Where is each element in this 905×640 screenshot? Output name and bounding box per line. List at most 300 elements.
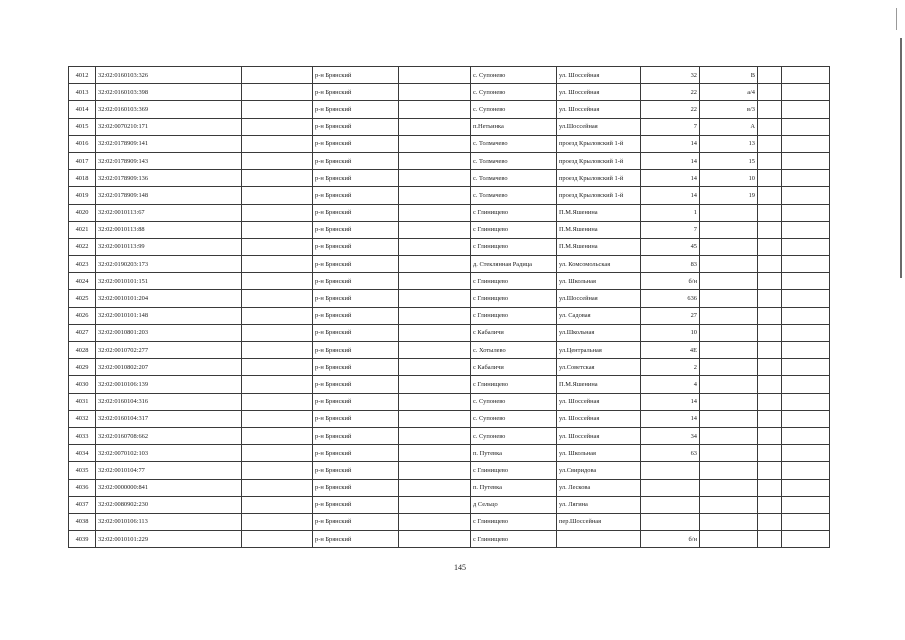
house-number-cell: 34 (641, 427, 700, 444)
street-cell: ул. Шоссейная (557, 410, 641, 427)
extra-cell (758, 170, 782, 187)
district-cell: р-н Брянский (313, 67, 399, 84)
blank-cell (399, 410, 471, 427)
building-suffix-cell (700, 479, 758, 496)
blank-cell (399, 187, 471, 204)
district-cell: р-н Брянский (313, 342, 399, 359)
table-row (69, 84, 830, 101)
settlement-cell: с. Супонево (471, 410, 557, 427)
cadastral-number: 32:02:0010113:88 (96, 221, 242, 238)
cadastral-number: 32:02:0010113:67 (96, 204, 242, 221)
settlement-cell: с. Хотылево (471, 342, 557, 359)
street-cell: П.М.Яшенина (557, 221, 641, 238)
table-row (69, 187, 830, 204)
table-row (69, 273, 830, 290)
cadastral-number: 32:02:0070102:103 (96, 445, 242, 462)
house-number-cell: 1 (641, 204, 700, 221)
building-suffix-cell: в/3 (700, 101, 758, 118)
settlement-cell: д. Стеклянная Радица (471, 256, 557, 273)
row-number: 4019 (69, 187, 96, 204)
settlement-cell: с Глинищево (471, 307, 557, 324)
extra-cell (758, 531, 782, 548)
building-suffix-cell (700, 307, 758, 324)
blank-cell (399, 445, 471, 462)
extra-cell (758, 307, 782, 324)
blank-cell (399, 152, 471, 169)
table-row (69, 342, 830, 359)
property-register-table (68, 66, 830, 548)
extra-cell (782, 393, 830, 410)
extra-cell (782, 152, 830, 169)
house-number-cell: 2 (641, 359, 700, 376)
blank-cell (399, 324, 471, 341)
house-number-cell: 14 (641, 152, 700, 169)
street-cell: ул.Советская (557, 359, 641, 376)
settlement-cell: с Глинищево (471, 462, 557, 479)
house-number-cell: 14 (641, 135, 700, 152)
house-number-cell: 22 (641, 101, 700, 118)
table-row (69, 359, 830, 376)
row-number: 4033 (69, 427, 96, 444)
house-number-cell: 636 (641, 290, 700, 307)
table-row (69, 221, 830, 238)
house-number-cell: 14 (641, 410, 700, 427)
settlement-cell: п. Путевка (471, 445, 557, 462)
cadastral-number: 32:02:0190203:173 (96, 256, 242, 273)
blank-cell (399, 359, 471, 376)
extra-cell (782, 342, 830, 359)
blank-cell (399, 101, 471, 118)
table-row (69, 445, 830, 462)
building-suffix-cell (700, 393, 758, 410)
building-suffix-cell (700, 376, 758, 393)
blank-cell (242, 256, 313, 273)
extra-cell (758, 479, 782, 496)
table-row (69, 479, 830, 496)
blank-cell (242, 462, 313, 479)
settlement-cell: п.Нетьинка (471, 118, 557, 135)
house-number-cell: 7 (641, 221, 700, 238)
settlement-cell: с. Толмачево (471, 187, 557, 204)
blank-cell (242, 376, 313, 393)
blank-cell (399, 256, 471, 273)
cadastral-number: 32:02:0178909:143 (96, 152, 242, 169)
row-number: 4024 (69, 273, 96, 290)
table-row (69, 462, 830, 479)
district-cell: р-н Брянский (313, 393, 399, 410)
extra-cell (782, 256, 830, 273)
street-cell: ул. Лягина (557, 496, 641, 513)
settlement-cell: с. Супонево (471, 67, 557, 84)
blank-cell (242, 187, 313, 204)
row-number: 4027 (69, 324, 96, 341)
building-suffix-cell: а/4 (700, 84, 758, 101)
row-number: 4028 (69, 342, 96, 359)
settlement-cell: д Сельцо (471, 496, 557, 513)
blank-cell (242, 359, 313, 376)
table-row (69, 204, 830, 221)
district-cell: р-н Брянский (313, 513, 399, 530)
cadastral-number: 32:02:0010101:204 (96, 290, 242, 307)
scan-edge-line (900, 38, 902, 278)
extra-cell (782, 187, 830, 204)
extra-cell (782, 531, 830, 548)
building-suffix-cell (700, 221, 758, 238)
street-cell: ул.Шоссейная (557, 118, 641, 135)
district-cell: р-н Брянский (313, 135, 399, 152)
building-suffix-cell (700, 290, 758, 307)
district-cell: р-н Брянский (313, 496, 399, 513)
blank-cell (399, 531, 471, 548)
cadastral-number: 32:02:0178909:148 (96, 187, 242, 204)
district-cell: р-н Брянский (313, 479, 399, 496)
building-suffix-cell (700, 462, 758, 479)
blank-cell (399, 273, 471, 290)
extra-cell (782, 238, 830, 255)
row-number: 4030 (69, 376, 96, 393)
blank-cell (242, 324, 313, 341)
row-number: 4035 (69, 462, 96, 479)
extra-cell (758, 256, 782, 273)
cadastral-number: 32:02:0070210:171 (96, 118, 242, 135)
extra-cell (758, 84, 782, 101)
district-cell: р-н Брянский (313, 427, 399, 444)
blank-cell (242, 101, 313, 118)
extra-cell (782, 221, 830, 238)
district-cell: р-н Брянский (313, 204, 399, 221)
blank-cell (242, 238, 313, 255)
blank-cell (242, 427, 313, 444)
house-number-cell: 83 (641, 256, 700, 273)
extra-cell (758, 135, 782, 152)
extra-cell (782, 462, 830, 479)
house-number-cell: 10 (641, 324, 700, 341)
table-row (69, 410, 830, 427)
extra-cell (758, 393, 782, 410)
extra-cell (782, 290, 830, 307)
blank-cell (242, 135, 313, 152)
building-suffix-cell (700, 256, 758, 273)
extra-cell (782, 479, 830, 496)
district-cell: р-н Брянский (313, 170, 399, 187)
extra-cell (782, 101, 830, 118)
extra-cell (758, 67, 782, 84)
blank-cell (242, 342, 313, 359)
blank-cell (242, 84, 313, 101)
blank-cell (399, 376, 471, 393)
row-number: 4038 (69, 513, 96, 530)
cadastral-number: 32:02:0178909:141 (96, 135, 242, 152)
row-number: 4015 (69, 118, 96, 135)
street-cell: проезд Крыловский 1-й (557, 187, 641, 204)
building-suffix-cell (700, 410, 758, 427)
extra-cell (782, 359, 830, 376)
extra-cell (758, 513, 782, 530)
blank-cell (399, 393, 471, 410)
street-cell: проезд Крыловский 1-й (557, 152, 641, 169)
row-number: 4036 (69, 479, 96, 496)
street-cell: П.М.Яшенина (557, 238, 641, 255)
extra-cell (782, 445, 830, 462)
district-cell: р-н Брянский (313, 410, 399, 427)
district-cell: р-н Брянский (313, 152, 399, 169)
blank-cell (399, 67, 471, 84)
blank-cell (399, 204, 471, 221)
blank-cell (242, 513, 313, 530)
district-cell: р-н Брянский (313, 221, 399, 238)
settlement-cell: с Глинищево (471, 238, 557, 255)
district-cell: р-н Брянский (313, 531, 399, 548)
blank-cell (242, 496, 313, 513)
scan-edge-mark (896, 8, 897, 30)
table-row (69, 170, 830, 187)
building-suffix-cell (700, 238, 758, 255)
settlement-cell: п. Путевка (471, 479, 557, 496)
blank-cell (399, 118, 471, 135)
cadastral-number: 32:02:0160103:398 (96, 84, 242, 101)
blank-cell (242, 531, 313, 548)
building-suffix-cell (700, 531, 758, 548)
row-number: 4029 (69, 359, 96, 376)
table-row (69, 307, 830, 324)
cadastral-number: 32:02:0010802:207 (96, 359, 242, 376)
blank-cell (242, 445, 313, 462)
row-number: 4022 (69, 238, 96, 255)
blank-cell (242, 152, 313, 169)
street-cell: ул.Центральная (557, 342, 641, 359)
district-cell: р-н Брянский (313, 273, 399, 290)
house-number-cell (641, 513, 700, 530)
street-cell: ул. Школьная (557, 273, 641, 290)
street-cell: П.М.Яшенина (557, 204, 641, 221)
row-number: 4025 (69, 290, 96, 307)
settlement-cell: с Глинищево (471, 221, 557, 238)
extra-cell (758, 324, 782, 341)
district-cell: р-н Брянский (313, 376, 399, 393)
extra-cell (758, 118, 782, 135)
district-cell: р-н Брянский (313, 359, 399, 376)
blank-cell (399, 496, 471, 513)
blank-cell (399, 84, 471, 101)
row-number: 4026 (69, 307, 96, 324)
extra-cell (758, 152, 782, 169)
extra-cell (758, 221, 782, 238)
street-cell: ул. Шоссейная (557, 101, 641, 118)
house-number-cell: 27 (641, 307, 700, 324)
blank-cell (242, 273, 313, 290)
extra-cell (758, 187, 782, 204)
settlement-cell: с Глинищево (471, 204, 557, 221)
row-number: 4023 (69, 256, 96, 273)
cadastral-number: 32:02:0010101:151 (96, 273, 242, 290)
district-cell: р-н Брянский (313, 84, 399, 101)
row-number: 4034 (69, 445, 96, 462)
extra-cell (782, 496, 830, 513)
blank-cell (242, 170, 313, 187)
row-number: 4037 (69, 496, 96, 513)
page-number: 145 (454, 563, 466, 572)
table-row (69, 496, 830, 513)
cadastral-number: 32:02:0160104:316 (96, 393, 242, 410)
settlement-cell: с Глинищево (471, 376, 557, 393)
street-cell: ул. Шоссейная (557, 84, 641, 101)
building-suffix-cell (700, 427, 758, 444)
row-number: 4017 (69, 152, 96, 169)
extra-cell (782, 118, 830, 135)
extra-cell (782, 170, 830, 187)
blank-cell (399, 513, 471, 530)
extra-cell (758, 342, 782, 359)
blank-cell (399, 479, 471, 496)
building-suffix-cell (700, 273, 758, 290)
extra-cell (782, 273, 830, 290)
extra-cell (782, 376, 830, 393)
street-cell: ул. Лескова (557, 479, 641, 496)
cadastral-number: 32:02:0010113:99 (96, 238, 242, 255)
table-row (69, 101, 830, 118)
house-number-cell: б/н (641, 273, 700, 290)
blank-cell (399, 221, 471, 238)
extra-cell (782, 84, 830, 101)
district-cell: р-н Брянский (313, 445, 399, 462)
table-row (69, 290, 830, 307)
extra-cell (758, 427, 782, 444)
district-cell: р-н Брянский (313, 256, 399, 273)
building-suffix-cell (700, 359, 758, 376)
extra-cell (758, 101, 782, 118)
house-number-cell: 14 (641, 170, 700, 187)
building-suffix-cell (700, 445, 758, 462)
table-row (69, 324, 830, 341)
extra-cell (758, 204, 782, 221)
table-row (69, 376, 830, 393)
table-row (69, 427, 830, 444)
district-cell: р-н Брянский (313, 101, 399, 118)
settlement-cell: с Кабаличи (471, 324, 557, 341)
building-suffix-cell (700, 496, 758, 513)
table-row (69, 531, 830, 548)
table-row (69, 135, 830, 152)
settlement-cell: с. Толмачево (471, 135, 557, 152)
table-row (69, 393, 830, 410)
district-cell: р-н Брянский (313, 290, 399, 307)
row-number: 4021 (69, 221, 96, 238)
table-row (69, 513, 830, 530)
blank-cell (399, 238, 471, 255)
house-number-cell: 14 (641, 393, 700, 410)
extra-cell (782, 410, 830, 427)
row-number: 4039 (69, 531, 96, 548)
cadastral-number: 32:02:0010106:139 (96, 376, 242, 393)
house-number-cell: 7 (641, 118, 700, 135)
cadastral-number: 32:02:0010101:148 (96, 307, 242, 324)
blank-cell (242, 204, 313, 221)
street-cell: ул. Шоссейная (557, 67, 641, 84)
street-cell: ул. Шоссейная (557, 427, 641, 444)
building-suffix-cell (700, 204, 758, 221)
house-number-cell: 4Е (641, 342, 700, 359)
building-suffix-cell (700, 513, 758, 530)
table-row (69, 152, 830, 169)
house-number-cell: 45 (641, 238, 700, 255)
cadastral-number: 32:02:0000000:841 (96, 479, 242, 496)
house-number-cell (641, 496, 700, 513)
blank-cell (242, 67, 313, 84)
row-number: 4016 (69, 135, 96, 152)
district-cell: р-н Брянский (313, 462, 399, 479)
blank-cell (242, 118, 313, 135)
extra-cell (782, 204, 830, 221)
district-cell: р-н Брянский (313, 238, 399, 255)
street-cell: ул. Школьная (557, 445, 641, 462)
extra-cell (758, 496, 782, 513)
building-suffix-cell: 10 (700, 170, 758, 187)
street-cell: ул. Комсомольская (557, 256, 641, 273)
table-row (69, 118, 830, 135)
row-number: 4032 (69, 410, 96, 427)
row-number: 4020 (69, 204, 96, 221)
blank-cell (399, 135, 471, 152)
extra-cell (758, 410, 782, 427)
table-row (69, 67, 830, 84)
building-suffix-cell: 13 (700, 135, 758, 152)
blank-cell (242, 410, 313, 427)
extra-cell (782, 427, 830, 444)
settlement-cell: с Кабаличи (471, 359, 557, 376)
extra-cell (782, 513, 830, 530)
street-cell: ул.Школьная (557, 324, 641, 341)
street-cell: ул. Садовая (557, 307, 641, 324)
district-cell: р-н Брянский (313, 307, 399, 324)
cadastral-number: 32:02:0010106:113 (96, 513, 242, 530)
house-number-cell: 14 (641, 187, 700, 204)
district-cell: р-н Брянский (313, 118, 399, 135)
extra-cell (758, 359, 782, 376)
building-suffix-cell: 19 (700, 187, 758, 204)
street-cell: ул.Шоссейная (557, 290, 641, 307)
settlement-cell: с Глинищево (471, 273, 557, 290)
settlement-cell: с. Толмачево (471, 152, 557, 169)
extra-cell (782, 307, 830, 324)
table-row (69, 256, 830, 273)
blank-cell (399, 307, 471, 324)
row-number: 4031 (69, 393, 96, 410)
settlement-cell: с. Супонево (471, 393, 557, 410)
extra-cell (758, 462, 782, 479)
cadastral-number: 32:02:0178909:136 (96, 170, 242, 187)
house-number-cell: 4 (641, 376, 700, 393)
building-suffix-cell: А (700, 118, 758, 135)
street-cell: проезд Крыловский 1-й (557, 135, 641, 152)
row-number: 4013 (69, 84, 96, 101)
blank-cell (242, 307, 313, 324)
blank-cell (399, 342, 471, 359)
blank-cell (242, 479, 313, 496)
extra-cell (758, 290, 782, 307)
cadastral-number: 32:02:0010801:203 (96, 324, 242, 341)
extra-cell (758, 273, 782, 290)
cadastral-number: 32:02:0010702:277 (96, 342, 242, 359)
house-number-cell: 32 (641, 67, 700, 84)
building-suffix-cell: 15 (700, 152, 758, 169)
settlement-cell: с Глинищево (471, 290, 557, 307)
district-cell: р-н Брянский (313, 187, 399, 204)
street-cell: ул.Свиридова (557, 462, 641, 479)
settlement-cell: с Глинищево (471, 513, 557, 530)
building-suffix-cell (700, 324, 758, 341)
settlement-cell: с. Супонево (471, 101, 557, 118)
blank-cell (242, 290, 313, 307)
